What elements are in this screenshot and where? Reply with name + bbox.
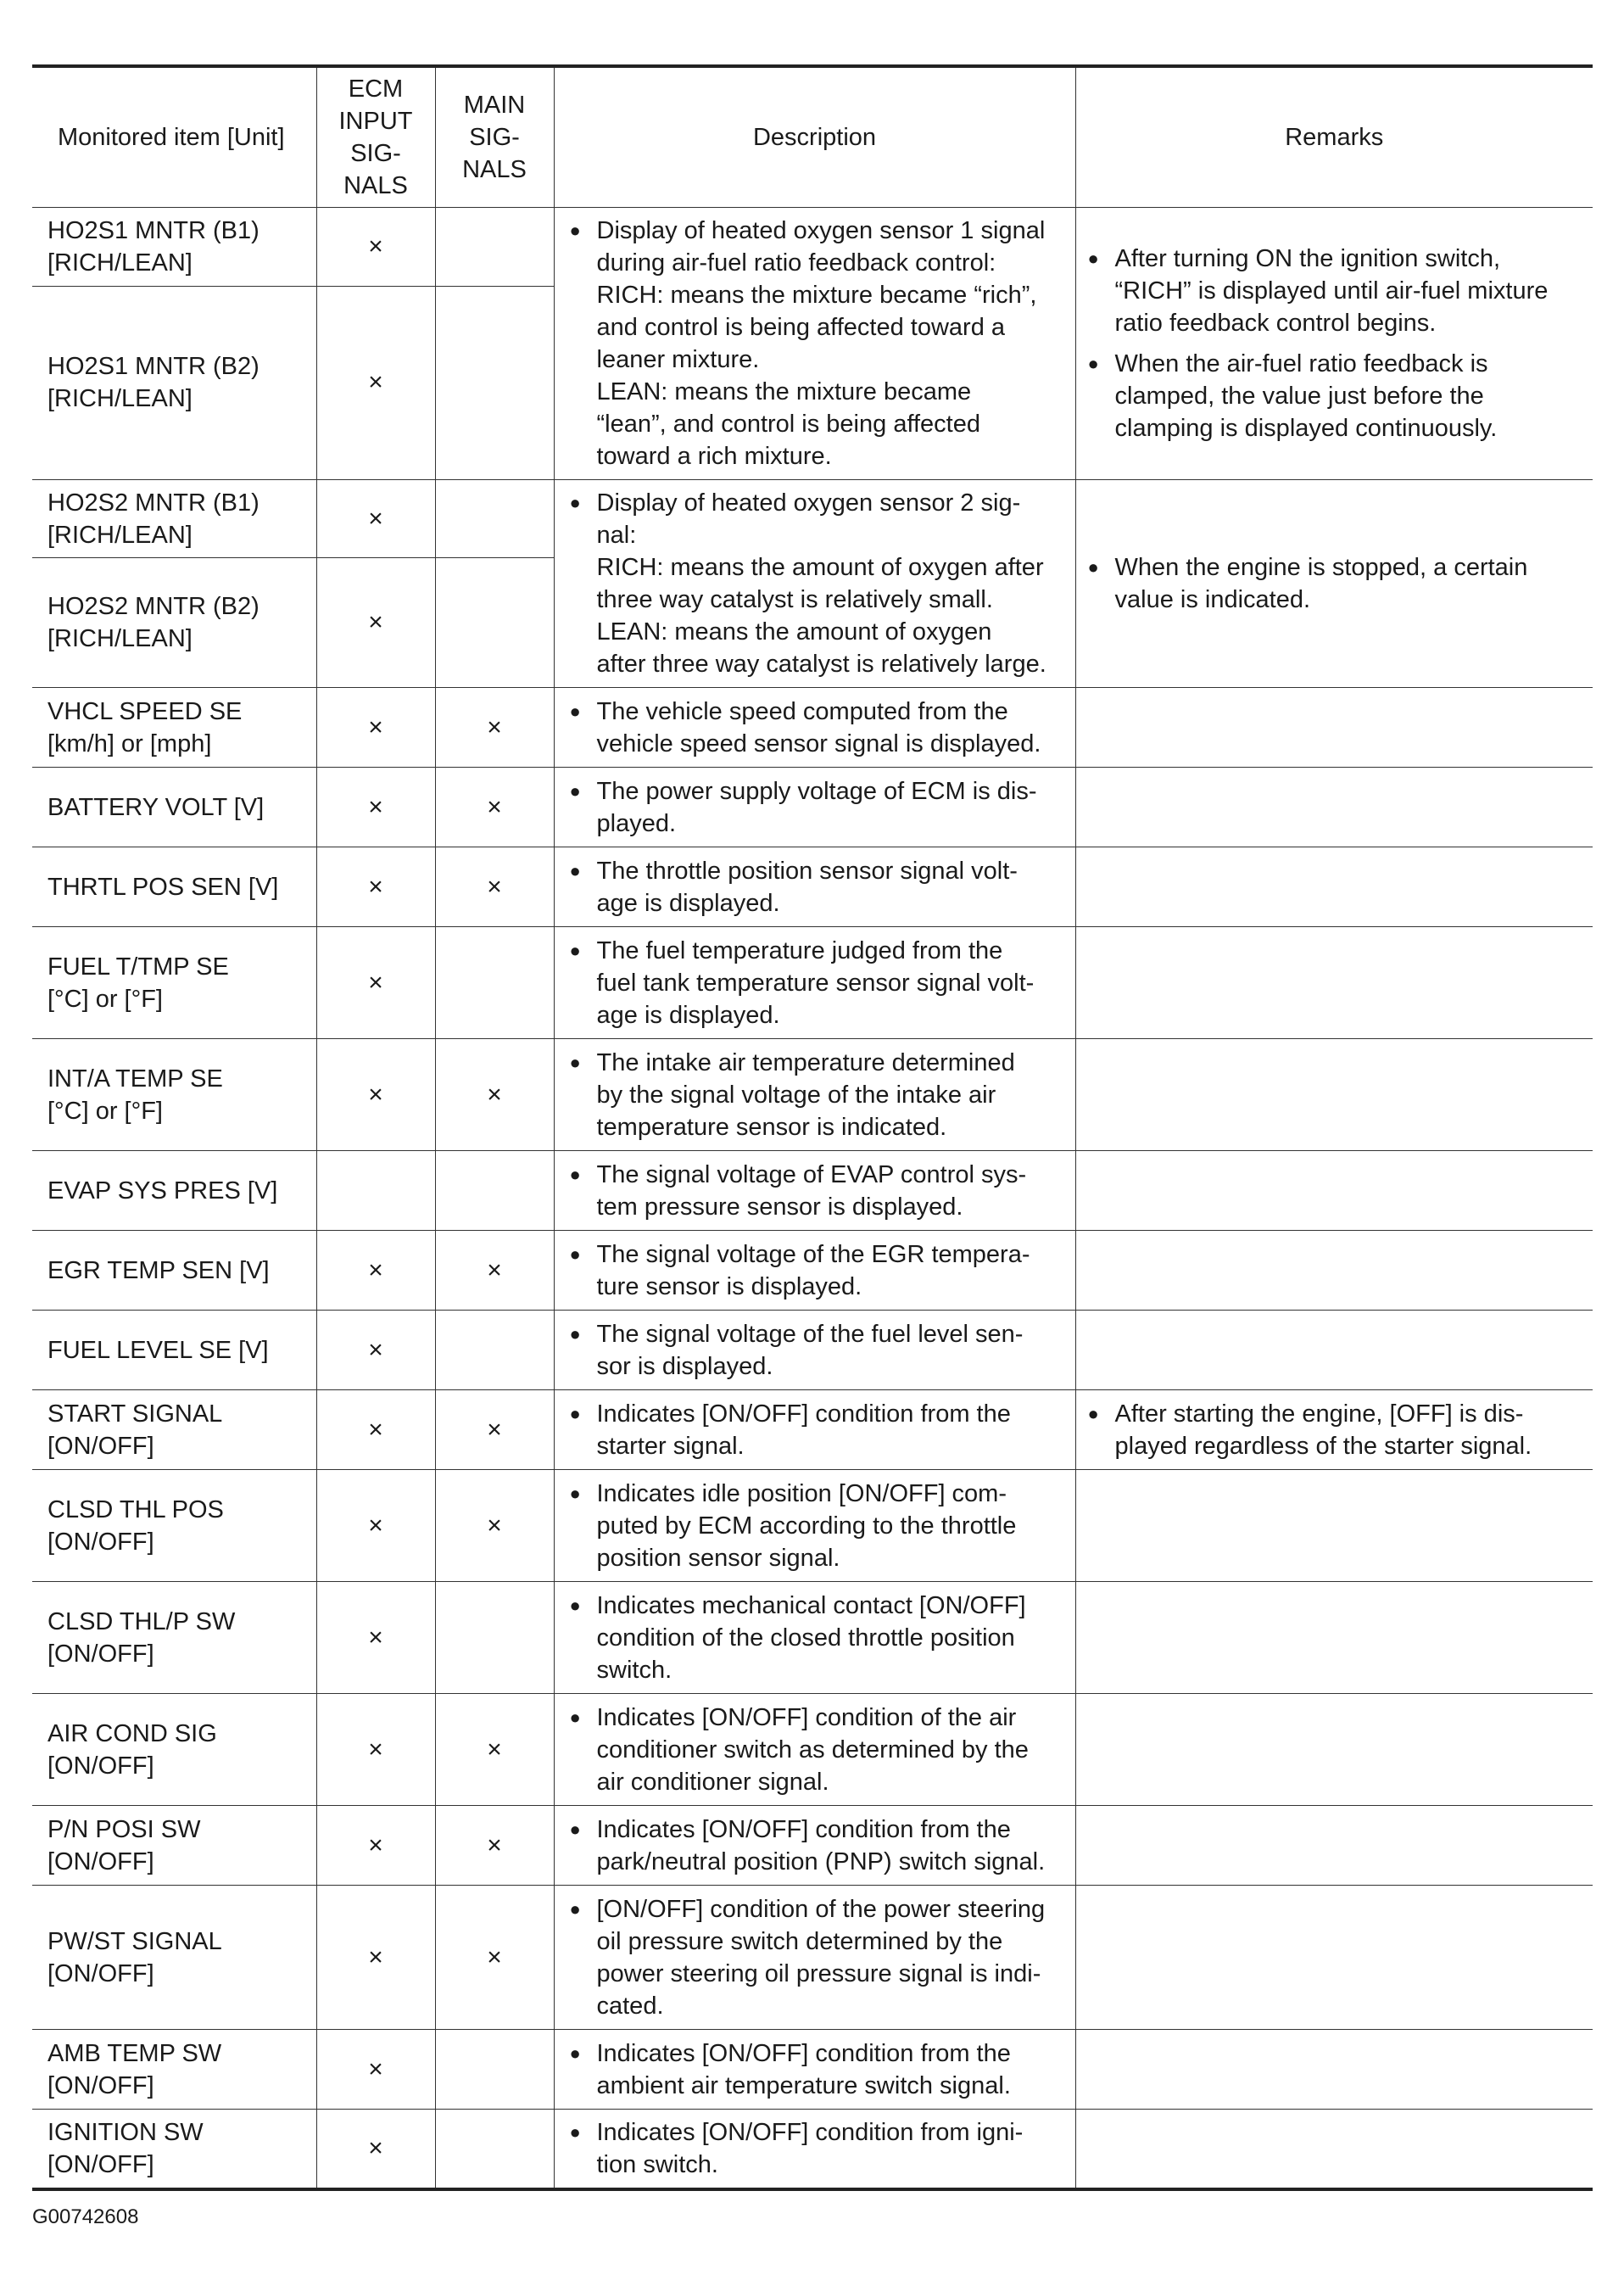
- bullet-dot-icon: ●: [1087, 556, 1099, 578]
- monitored-item-cell: AIR COND SIG [ON/OFF]: [32, 1694, 316, 1806]
- bullet-text: When the engine is stopped, a certain value is indicated.: [1114, 554, 1528, 613]
- monitored-item-cell: BATTERY VOLT [V]: [32, 768, 316, 847]
- figure-code: G00742608: [32, 2205, 139, 2228]
- bullet-text: The fuel temperature judged from the fuel tank temperature sensor signal volt- age is displayed.: [596, 936, 1035, 1029]
- remarks-cell: [1075, 927, 1593, 1039]
- description-cell: [554, 2110, 1075, 2190]
- ecm-input-mark: ×: [316, 480, 435, 558]
- bullet-text: Indicates mechanical contact [ON/OFF] condition of the closed throttle position switch.: [596, 1591, 1026, 1684]
- bullet-item: [570, 1159, 1069, 1223]
- ecm-input-mark: ×: [316, 927, 435, 1039]
- ecm-input-mark: ×: [316, 286, 435, 479]
- bullet-item: [1088, 551, 1587, 616]
- ecm-input-mark: ×: [316, 1311, 435, 1390]
- description-cell: [554, 208, 1075, 480]
- monitored-item-cell: HO2S2 MNTR (B2) [RICH/LEAN]: [32, 558, 316, 688]
- bullet-item: [1088, 1398, 1587, 1462]
- table-row: [32, 2030, 1593, 2110]
- main-signal-mark: ×: [435, 1390, 554, 1470]
- bullet-dot-icon: ●: [569, 1594, 581, 1616]
- remarks-cell: [1075, 2110, 1593, 2190]
- table-row: [32, 1039, 1593, 1151]
- table-row: [32, 768, 1593, 847]
- monitored-item-cell: CLSD THL/P SW [ON/OFF]: [32, 1582, 316, 1694]
- description-cell: [554, 480, 1075, 688]
- main-signal-mark: [435, 1582, 554, 1694]
- header-description: Description: [554, 66, 1075, 208]
- bullet-item: [570, 1702, 1069, 1798]
- ecm-input-mark: ×: [316, 2110, 435, 2190]
- bullet-text: [ON/OFF] condition of the power steering oil pressure switch determined by the power steering oil pressure signal is indi- cated.: [596, 1895, 1046, 2020]
- bullet-item: [1088, 348, 1587, 444]
- remarks-cell: [1075, 208, 1593, 480]
- main-signal-mark: [435, 480, 554, 558]
- description-cell: [554, 1470, 1075, 1582]
- monitored-item-cell: THRTL POS SEN [V]: [32, 847, 316, 927]
- bullet-dot-icon: ●: [569, 1706, 581, 1728]
- bullet-dot-icon: ●: [569, 2121, 581, 2143]
- bullet-dot-icon: ●: [569, 1051, 581, 1073]
- table-row: [32, 208, 1593, 287]
- monitored-item-cell: FUEL T/TMP SE [°C] or [°F]: [32, 927, 316, 1039]
- remarks-cell: [1075, 1390, 1593, 1470]
- table-row: [32, 1151, 1593, 1231]
- description-cell: [554, 1390, 1075, 1470]
- table-row: [32, 1311, 1593, 1390]
- monitored-item-cell: HO2S1 MNTR (B1) [RICH/LEAN]: [32, 208, 316, 287]
- monitored-item-cell: AMB TEMP SW [ON/OFF]: [32, 2030, 316, 2110]
- description-cell: [554, 1582, 1075, 1694]
- bullet-text: Indicates [ON/OFF] condition of the air conditioner switch as determined by the air conditioner signal.: [596, 1703, 1029, 1796]
- ecm-input-mark: ×: [316, 1694, 435, 1806]
- remarks-cell: [1075, 1470, 1593, 1582]
- table-row: [32, 927, 1593, 1039]
- monitored-item-cell: CLSD THL POS [ON/OFF]: [32, 1470, 316, 1582]
- description-cell: [554, 927, 1075, 1039]
- description-cell: [554, 688, 1075, 768]
- bullet-item: [570, 696, 1069, 760]
- monitored-item-cell: HO2S2 MNTR (B1) [RICH/LEAN]: [32, 480, 316, 558]
- header-main-label: MAIN SIG- NALS: [462, 92, 527, 183]
- description-cell: [554, 1039, 1075, 1151]
- bullet-dot-icon: ●: [1087, 248, 1099, 269]
- bullet-item: [570, 1814, 1069, 1878]
- bullet-dot-icon: ●: [569, 939, 581, 961]
- bullet-item: [570, 1318, 1069, 1383]
- bullet-item: [570, 2116, 1069, 2181]
- remarks-cell: [1075, 1806, 1593, 1886]
- monitored-item-cell: HO2S1 MNTR (B2) [RICH/LEAN]: [32, 286, 316, 479]
- bullet-item: [570, 487, 1069, 680]
- description-cell: [554, 2030, 1075, 2110]
- bullet-dot-icon: ●: [569, 1482, 581, 1504]
- main-signal-mark: [435, 1151, 554, 1231]
- monitored-item-cell: EGR TEMP SEN [V]: [32, 1231, 316, 1311]
- bullet-text: The signal voltage of EVAP control sys- tem pressure sensor is displayed.: [596, 1160, 1027, 1221]
- bullet-text: Indicates [ON/OFF] condition from the starter signal.: [596, 1400, 1011, 1460]
- remarks-cell: [1075, 1886, 1593, 2030]
- ecm-input-mark: ×: [316, 1390, 435, 1470]
- bullet-dot-icon: ●: [1087, 1402, 1099, 1424]
- ecm-input-mark: ×: [316, 558, 435, 688]
- bullet-dot-icon: ●: [569, 1818, 581, 1840]
- bullet-item: [570, 1590, 1069, 1686]
- main-signal-mark: ×: [435, 1231, 554, 1311]
- bullet-dot-icon: ●: [569, 859, 581, 881]
- description-cell: [554, 1694, 1075, 1806]
- table-row: [32, 2110, 1593, 2190]
- bullet-item: [1088, 243, 1587, 339]
- table-row: [32, 688, 1593, 768]
- main-signal-mark: ×: [435, 1886, 554, 2030]
- table-row: [32, 1582, 1593, 1694]
- ecm-input-mark: [316, 1151, 435, 1231]
- header-ecm-label: ECM INPUT SIG- NALS: [338, 75, 413, 199]
- remarks-cell: [1075, 768, 1593, 847]
- ecm-input-mark: ×: [316, 1039, 435, 1151]
- ecm-input-mark: ×: [316, 1886, 435, 2030]
- description-cell: [554, 1806, 1075, 1886]
- bullet-item: [570, 855, 1069, 919]
- bullet-dot-icon: ●: [569, 780, 581, 802]
- bullet-dot-icon: ●: [569, 1322, 581, 1344]
- monitored-items-table: [32, 64, 1593, 2191]
- table-row: [32, 1886, 1593, 2030]
- main-signal-mark: [435, 2110, 554, 2190]
- bullet-item: [570, 935, 1069, 1031]
- monitored-item-cell: START SIGNAL [ON/OFF]: [32, 1390, 316, 1470]
- header-ecm-input-signals: [316, 66, 435, 208]
- main-signal-mark: [435, 208, 554, 287]
- bullet-text: Indicates [ON/OFF] condition from the park/neutral position (PNP) switch signal.: [596, 1815, 1046, 1875]
- table-row: [32, 847, 1593, 927]
- bullet-item: [570, 1047, 1069, 1143]
- bullet-dot-icon: ●: [569, 700, 581, 722]
- bullet-item: [570, 775, 1069, 840]
- ecm-input-mark: ×: [316, 1806, 435, 1886]
- remarks-cell: [1075, 1582, 1593, 1694]
- remarks-cell: [1075, 1039, 1593, 1151]
- remarks-cell: [1075, 1694, 1593, 1806]
- table-row: [32, 1231, 1593, 1311]
- table-row: [32, 1390, 1593, 1470]
- table-row: [32, 1470, 1593, 1582]
- main-signal-mark: [435, 927, 554, 1039]
- bullet-dot-icon: ●: [569, 492, 581, 513]
- bullet-text: The vehicle speed computed from the vehicle speed sensor signal is displayed.: [596, 697, 1041, 757]
- bullet-text: Indicates [ON/OFF] condition from igni- tion switch.: [596, 2119, 1024, 2178]
- remarks-cell: [1075, 1311, 1593, 1390]
- description-cell: [554, 1886, 1075, 2030]
- monitored-item-cell: PW/ST SIGNAL [ON/OFF]: [32, 1886, 316, 2030]
- bullet-text: The throttle position sensor signal volt- age is displayed.: [596, 857, 1018, 917]
- monitored-item-cell: FUEL LEVEL SE [V]: [32, 1311, 316, 1390]
- remarks-cell: [1075, 2030, 1593, 2110]
- table-header-row: [32, 66, 1593, 208]
- bullet-text: Display of heated oxygen sensor 1 signal during air-fuel ratio feedback control: RICH: means the mixture became “rich”, and control is being affected toward a leaner mixture. LEAN: means the mixture became “lean”, and control is being affected toward a rich mixture.: [596, 217, 1046, 470]
- header-monitored-item: Monitored item [Unit]: [32, 66, 316, 208]
- remarks-cell: [1075, 1231, 1593, 1311]
- bullet-text: Indicates idle position [ON/OFF] com- puted by ECM according to the throttle position sensor signal.: [596, 1479, 1017, 1572]
- bullet-dot-icon: ●: [569, 1163, 581, 1185]
- bullet-item: [570, 2037, 1069, 2102]
- main-signal-mark: ×: [435, 1039, 554, 1151]
- remarks-cell: [1075, 688, 1593, 768]
- ecm-input-mark: ×: [316, 847, 435, 927]
- bullet-item: [570, 1893, 1069, 2022]
- bullet-text: The signal voltage of the EGR tempera- ture sensor is displayed.: [596, 1240, 1030, 1300]
- main-signal-mark: ×: [435, 688, 554, 768]
- table-row: [32, 480, 1593, 558]
- monitored-item-cell: EVAP SYS PRES [V]: [32, 1151, 316, 1231]
- description-cell: [554, 768, 1075, 847]
- bullet-text: Indicates [ON/OFF] condition from the ambient air temperature switch signal.: [596, 2039, 1011, 2099]
- description-cell: [554, 1311, 1075, 1390]
- bullet-dot-icon: ●: [569, 1243, 581, 1265]
- description-cell: [554, 847, 1075, 927]
- table-row: [32, 1694, 1593, 1806]
- monitored-item-cell: VHCL SPEED SE [km/h] or [mph]: [32, 688, 316, 768]
- main-signal-mark: [435, 558, 554, 688]
- monitored-item-cell: P/N POSI SW [ON/OFF]: [32, 1806, 316, 1886]
- bullet-dot-icon: ●: [569, 1898, 581, 1920]
- bullet-dot-icon: ●: [569, 2042, 581, 2064]
- bullet-item: [570, 215, 1069, 472]
- bullet-item: [570, 1478, 1069, 1574]
- main-signal-mark: ×: [435, 847, 554, 927]
- bullet-text: The power supply voltage of ECM is dis- played.: [596, 777, 1037, 837]
- description-cell: [554, 1231, 1075, 1311]
- bullet-item: [570, 1398, 1069, 1462]
- bullet-text: Display of heated oxygen sensor 2 sig- nal: RICH: means the amount of oxygen after three way catalyst is relatively small. LEAN: means the amount of oxygen after three way catalyst is relatively large.: [596, 489, 1046, 678]
- table-row: [32, 1806, 1593, 1886]
- header-remarks: Remarks: [1075, 66, 1593, 208]
- ecm-input-mark: ×: [316, 2030, 435, 2110]
- bullet-text: After turning ON the ignition switch, “RICH” is displayed until air-fuel mixture ratio feedback control begins.: [1114, 245, 1549, 337]
- main-signal-mark: ×: [435, 768, 554, 847]
- main-signal-mark: ×: [435, 1470, 554, 1582]
- bullet-dot-icon: ●: [569, 1402, 581, 1424]
- monitored-item-cell: IGNITION SW [ON/OFF]: [32, 2110, 316, 2190]
- remarks-cell: [1075, 480, 1593, 688]
- main-signal-mark: ×: [435, 1694, 554, 1806]
- main-signal-mark: [435, 2030, 554, 2110]
- remarks-cell: [1075, 847, 1593, 927]
- bullet-item: [570, 1238, 1069, 1303]
- ecm-input-mark: ×: [316, 1231, 435, 1311]
- main-signal-mark: [435, 1311, 554, 1390]
- description-cell: [554, 1151, 1075, 1231]
- ecm-input-mark: ×: [316, 768, 435, 847]
- bullet-dot-icon: ●: [569, 220, 581, 241]
- bullet-dot-icon: ●: [1087, 353, 1099, 374]
- header-main-signals: [435, 66, 554, 208]
- ecm-input-mark: ×: [316, 1470, 435, 1582]
- main-signal-mark: [435, 286, 554, 479]
- bullet-text: The signal voltage of the fuel level sen- sor is displayed.: [596, 1320, 1024, 1380]
- monitored-item-cell: INT/A TEMP SE [°C] or [°F]: [32, 1039, 316, 1151]
- bullet-text: After starting the engine, [OFF] is dis- played regardless of the starter signal.: [1114, 1400, 1532, 1460]
- main-signal-mark: ×: [435, 1806, 554, 1886]
- ecm-input-mark: ×: [316, 1582, 435, 1694]
- ecm-input-mark: ×: [316, 688, 435, 768]
- ecm-input-mark: ×: [316, 208, 435, 287]
- bullet-text: When the air-fuel ratio feedback is clamped, the value just before the clamping is displayed continuously.: [1114, 350, 1498, 442]
- remarks-cell: [1075, 1151, 1593, 1231]
- bullet-text: The intake air temperature determined by the signal voltage of the intake air temperature sensor is indicated.: [596, 1048, 1015, 1141]
